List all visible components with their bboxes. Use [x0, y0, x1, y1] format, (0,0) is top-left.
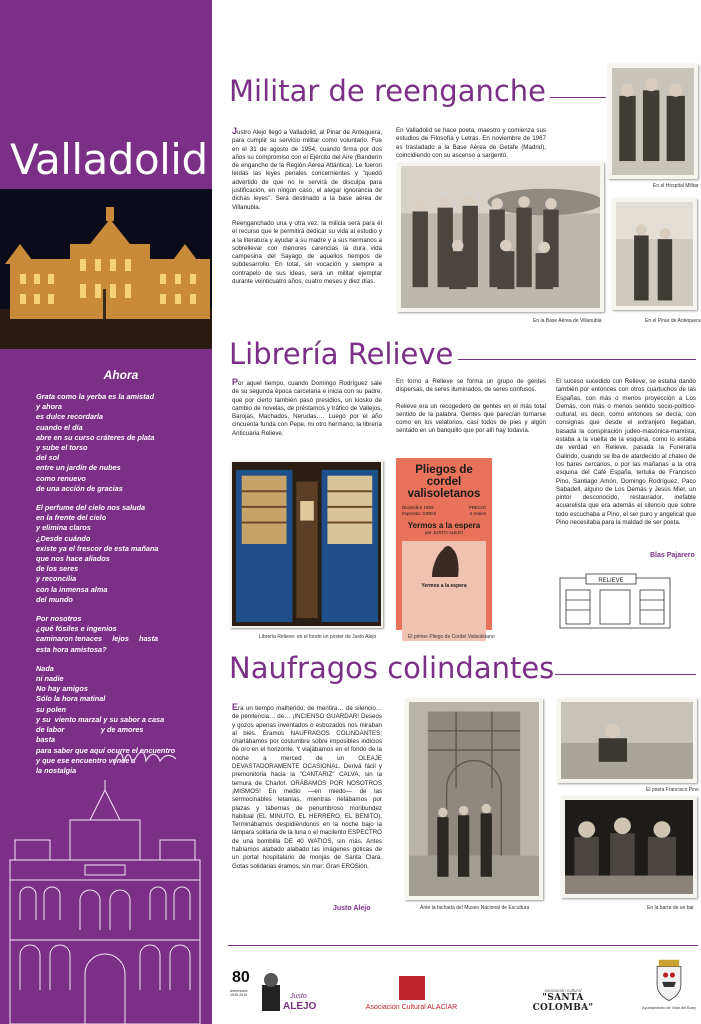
paragraph: or aquel tiempo, cuando Domingo Rodríguez sale de su segunda época carcelaria e inicia con su padre, que por cierto también pasó presidios, un kiosko de cambio de novelas, de préstamos y tráfico de Vallejos, Barojas, Machados, Nerudas…. Luego por el año cincuenta funda con Pepe, mi otro hermano, la librería Anticuaria Relieve.	[232, 380, 382, 437]
paragraph: En torno a Relieve se forma un grupo de gentes dispersas, de seres iluminados, de seres confusos.	[396, 378, 546, 394]
poem-line: Grata como la yerba es la amistad	[36, 392, 155, 401]
paragraph: Reenganchado una y otra vez, la milicia será para él el recurso que le permitirá dedicar su vida al estudio y a la literatura y ayudar a su madre y a sus hermanos a sobrellevar con menores carencias la dura vida campesina del Sayago de aquellos tiempos de subdesarrollo. En total, sin vocación y siempre a contrapelo de sus ideas, será un militar ejemplar durante veinticuatro años, cuatro meses y diez días.	[232, 219, 382, 286]
photo-museo	[405, 698, 543, 900]
poem-line: y elimina claros	[36, 523, 91, 533]
poem-line: existe ya el frescor de esta mañana	[36, 543, 159, 553]
section1-col1	[232, 127, 382, 294]
photo-pino	[557, 698, 697, 783]
paragraph: En Valladolid se hace poeta, maestro y comienza sus estudios de Filosofía y Letras. En noviembre de 1967 es trasladado a la Base Aérea de Getafe (Madrid), coincidiendo con su ascenso a sargento.	[396, 127, 546, 159]
caption-pliego: El primer Pliego de Cordel Valisoletano	[408, 634, 495, 640]
poem-line: y sube el torso	[36, 443, 88, 453]
poster-price-label: PRECIO	[468, 505, 486, 510]
pliego-poster	[396, 458, 492, 630]
alaciar-icon	[399, 976, 425, 1000]
section2-col1	[232, 378, 382, 446]
logo-80-aniversario	[228, 969, 328, 1017]
poem-line: abre en su curso cráteres de plata	[36, 432, 155, 442]
poem-line: caminaron tenaces lejos hasta	[36, 634, 159, 644]
caption-pinar: En el Pinar de Antequera	[645, 318, 701, 324]
poem-line: y su viento marzal y su sabor a casa	[36, 714, 165, 724]
author-justo: Justo Alejo	[333, 905, 371, 912]
poem-line: de los seres	[36, 564, 79, 574]
poster-author: JUSTO ALEJO	[432, 530, 463, 535]
alaciar-text: Asociación Cultural ALACIAR	[365, 1004, 458, 1011]
dropcap: E	[232, 702, 239, 712]
paragraph: ra un tiempo malherido; de mentira… de silencio… de penitencia… de… ¡INCIENSO GUARDAR! Deseos y gozos apenas inventados o esbozados nos miraban al biés. Éramos NAUFRAGOS COLINDANTES; charlábamos por costumbre sobre imposibles indicios de oro en el horizonte. Y viajábamos en el fondo de la noche a merced de un OLEAJE DEVASTADORAMENTE OCASIONAL. Derivá fácil y premonitoria hacia la "CANTARIZ" CALVA, sin la ternura de Charlot. ORÁBAMOS POR NOSOTROS ¡MISMOS! En medio —en miedo— de las sermocinables letanías, mientras rielábamos por plazas y tabernas de penumbroso moribundez habitual (EL MINUTO, EL HERRERO, EL BENITO). Terminábamos despidiéndonos en la noche bajo la lámpara solitaria de la luna o el macilento ESPECTRO de una bombilla DE 40 WATIOS, sin más. Antes habíamos alabado alabado las imágenes góticas de un portal hospitalario de monjas de Santa Clara. Gotas solidarias éramos, sin mar: Gran EROSión.	[232, 705, 382, 870]
poster-title: Pliegos de cordel valisoletanos	[407, 464, 481, 500]
caption-libreria: Librería Relieve: en el fondo un poster de Justo Alejo	[259, 634, 377, 640]
poster-date: Diciembre 1959	[402, 505, 434, 510]
poem-line: que nos hace aliados	[36, 554, 110, 564]
dropcap: P	[232, 377, 239, 387]
poem-line: para saber que aquí ocurre el encuentro	[36, 745, 176, 755]
poem-line: cuando el día	[36, 422, 83, 432]
poem-line: del sol	[36, 453, 60, 463]
poem	[36, 368, 206, 776]
photo-bar	[561, 796, 697, 898]
signature	[110, 745, 180, 773]
poem-line: y reconcilia	[36, 574, 77, 584]
poster-inner-title: Yermos a la espera	[421, 583, 467, 589]
caption-museo: Ante la fachada del Museo Nacional de Escultura	[420, 905, 530, 911]
sketch-relieve	[556, 570, 674, 632]
poem-line: la nostalgia	[36, 765, 77, 775]
caption-base: En la Base Aérea de Villanubla	[533, 318, 602, 324]
poem-line: en la frente del cielo	[36, 513, 107, 523]
photo-libreria	[230, 460, 383, 628]
section3-title: Naufragos colindantes	[229, 651, 555, 685]
poem-line: Sólo la hora matinal	[36, 694, 106, 704]
poem-line: esta hora amistosa?	[36, 644, 107, 654]
city-night-photo	[0, 189, 212, 349]
poster-subtitle: Yermos a la espera	[407, 521, 481, 530]
poem-title: Ahora	[103, 368, 139, 382]
poster-inner-page	[402, 541, 486, 641]
poem-line: ¿Desde cuándo	[36, 533, 91, 543]
poem-line: Nada	[36, 663, 54, 673]
poem-stanza-gap	[36, 494, 206, 503]
photo-pinar	[612, 198, 697, 310]
poem-line: del mundo	[36, 594, 73, 604]
photo-hospital	[608, 64, 698, 179]
section1-rule	[550, 97, 606, 98]
poem-line: de una acción de gracias	[36, 483, 123, 493]
logo-80-sub1: aniversario	[230, 989, 248, 993]
santa-colomba-text: "SANTA COLOMBA"	[532, 993, 594, 1013]
left-sidebar	[0, 0, 212, 1024]
poster-printer: Imprenta: GIRES	[402, 511, 437, 516]
poem-line: y ahora	[36, 402, 62, 412]
logo-80-sub2: 1935-2015	[230, 993, 248, 997]
poem-line: es dulce recordarla	[36, 412, 103, 422]
section3-col1	[232, 703, 382, 879]
logo-santa-colomba	[513, 988, 613, 1013]
poster-price: 6 reales	[469, 511, 486, 516]
poem-line: No hay amigos	[36, 684, 88, 694]
poem-line: El perfume del cielo nos saluda	[36, 503, 146, 513]
section3-rule	[555, 674, 696, 675]
poster-by-word: por	[425, 530, 432, 535]
photo-soldiers-group	[397, 162, 604, 312]
poem-stanza-gap	[36, 655, 206, 664]
logo-80-subtitle	[230, 989, 248, 997]
poem-stanza-gap	[36, 605, 206, 614]
poster-meta	[402, 505, 486, 517]
poem-line: ¿qué fósiles e ingenios	[36, 624, 117, 634]
logo-80-number: 80	[232, 969, 250, 986]
caption-hospital: En el Hospital Militar	[653, 183, 699, 189]
dropcap: J	[232, 126, 238, 136]
logo-coat-of-arms	[640, 958, 698, 1010]
poster-by	[402, 530, 486, 535]
poem-line: su polen	[36, 704, 66, 714]
paragraph: El suceso sucedido con Relieve, se estaba dando también por entonces con otros cuartuchos de las Españas, con más o menos proyección a Los Demás, con más o menos sentido socio-político-cultural, es decir, como entonces se decía, con consignas que desde el extranjero llegaban, basada la conspiración judeo-masónica-marxista, estaba a la vuelta de la esquina, como lo estaba de verdad en Relieve, pasada la Funeraria Galindo, cuando se iba de atardecido al chateo de los bares cercanos, o por las mañanas a la otra esquina del Café España, tertulia de Francisco Pino, Santiago Amón, Domingo Rodríguez, Paco Sabadell, alguno de Los Demás y Jesús Mier, un pintor desconocido, restaurador, inefable acuarelista que era además el silencio que sobre todo escuchaba a Pino, el ser puro y angelical que Pino necesitaba para la maldad de ser poeta.	[556, 378, 696, 527]
caption-bar: En la barra de un bar	[647, 905, 694, 911]
paragraph: ustro Alejo llegó a Valladolid, al Pinar de Antequera, para cumplir su servicio militar como voluntario. Fue en el 31 de agosto de 1954, cuando firma por dos años su compromiso con el Ejército del Aire (Banderín de enganche de la Región Aérea Atlántica). Le fueron leídas las leyes penales concernientes y "quedó advertido de que no le servirá de disculpa para justificación, en ningún caso, el alegar ignorancia de dichas leyes". Será destinado a la base aérea de Villanubla.	[232, 129, 382, 211]
poem-line: con la inmensa alma	[36, 584, 108, 594]
section2-col2	[396, 378, 546, 444]
section1-title: Militar de reenganche	[229, 74, 547, 108]
section2-col3	[556, 378, 696, 535]
logo-justo: Justo	[290, 993, 307, 1000]
paragraph: Relieve era un recogedero de gentes en el más total sentido de la palabra. Gentes que parecían turnarse como en los velatorios, casi todos de pies y algún sentado en un banquillo que por allí hay todavía.	[396, 402, 546, 435]
santa-colomba-small: asociación cultural	[544, 988, 582, 993]
poem-line: Por nosotros	[36, 614, 82, 624]
logo-alejo: ALEJO	[283, 1001, 317, 1012]
poem-line: basta	[36, 735, 56, 745]
poem-line: como renuevo	[36, 473, 86, 483]
city-title: Valladolid	[10, 135, 208, 184]
poem-line: y que ese encuentro vence a	[36, 755, 136, 765]
poem-line: de labor y de amores	[36, 725, 144, 735]
poem-body	[36, 392, 206, 776]
sketch-sign: RELIEVE	[598, 578, 624, 584]
poem-line: ni nadie	[36, 674, 64, 684]
poem-line: entre un jardín de nubes	[36, 463, 121, 473]
coat-of-arms-text: Ayuntamiento de Villar del Buey	[642, 1006, 696, 1010]
section2-title: Librería Relieve	[229, 337, 454, 371]
author-blas: Blas Pajarero	[650, 552, 695, 559]
section2-rule	[458, 359, 696, 360]
coat-of-arms-icon	[652, 958, 686, 1004]
footer-rule	[228, 945, 698, 946]
building-line-drawing	[0, 780, 212, 1024]
logo-alaciar	[364, 976, 459, 1016]
caption-pino: El poeta Francisco Pino	[646, 787, 699, 793]
